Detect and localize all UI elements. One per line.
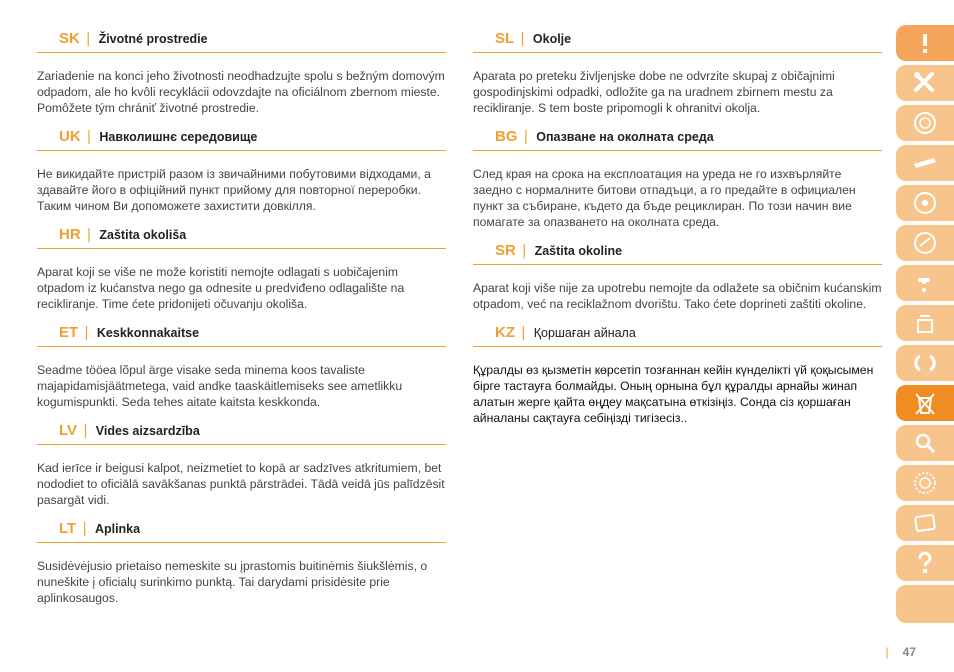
tab-environment[interactable] [896,385,954,421]
section-body: Seadme tööea lõpul ärge visake seda minema koos tavaliste majapidamisjäätmetega, vaid andke taaskäitlemiseks see ametlikku kogumispunkti. Seda tehes aitate kaitsta keskkonda. [37,363,403,409]
divider: | [521,243,527,259]
section-header [37,30,446,53]
section-body: Aparata po preteku življenjske dobe ne odvrzite skupaj z običajnimi gospodinjskimi odpadki, odložite ga na uradnem zbirnem mestu za recikliranje. S tem boste pripomogli k ohranitvi okolja. [473,69,835,115]
tab-sole-plate[interactable] [896,145,954,181]
section-body: След края на срока на експлоатация на уреда не го изхвърляйте заедно с нормалните битови отпадъци, а го предайте в официален пункт за събиране, където да бъде рециклиран. По този начин вие помагате за опазването на околната среда. [473,167,856,229]
language-code: SL [495,30,515,47]
warning-icon [912,30,938,56]
environment-bin-icon [912,390,938,416]
section-header [37,128,446,151]
tab-steam-plate[interactable] [896,185,954,221]
section-body: Susidėvėjusio prietaiso nemeskite su įprastomis buitinėmis šiukšlėmis, o nuneškite į oficialų surinkimo punktą. Tai darydami prisidėsite prie aplinkosaugos. [37,559,428,605]
section-body: Не викидайте пристрій разом із звичайними побутовими відходами, а здавайте його в офіційний пункт прийому для повторної переробки. Таким чином Ви допоможете захистити довкілля. [37,167,431,213]
tab-warning[interactable] [896,25,954,61]
section-header [37,324,446,347]
section-title: Навколишнє середовище [99,130,258,144]
divider: | [521,325,526,341]
divider: | [84,325,89,341]
search-icon [912,430,938,456]
footer-divider: | [885,645,889,659]
section-header [473,128,882,151]
question-icon [912,550,938,576]
language-code: ET [59,324,79,341]
tab-tap-water[interactable] [896,265,954,301]
divider: | [83,423,88,439]
tab-cleaning[interactable] [896,225,954,261]
tab-descaling[interactable] [896,305,954,341]
section-title: Zaštita okoliša [99,228,187,242]
section-header [37,422,446,445]
tab-search[interactable] [896,425,954,461]
tab-question[interactable] [896,545,954,581]
section-body: Zariadenie na konci jeho životnosti neodhadzujte spolu s bežným domovým odpadom, ale ho kvôli recyklácii odovzdajte na oficiálnom zbernom mieste. Pomôžete tým chrániť životné prostredie. [37,69,445,115]
tap-water-icon [912,270,938,296]
language-code: HR [59,226,81,243]
steam-plate-icon [912,190,938,216]
section-header [37,520,446,543]
page-number: 47 [902,645,916,659]
language-code: LV [59,422,78,439]
section-title: Keskkonnakaitse [96,326,200,340]
heating-plate-icon [912,110,938,136]
section-title: Okolje [532,32,572,46]
section-header [37,226,446,249]
tab-blank [896,585,954,623]
section-title: Aplinka [94,522,141,536]
recycle-arrows-icon [912,350,938,376]
right-column [473,30,882,438]
cleaning-icon [912,230,938,256]
section-header [473,30,882,53]
sidebar-tabs [896,25,954,627]
sole-plate-icon [912,150,938,176]
tab-heating-plate[interactable] [896,105,954,141]
tab-tools[interactable] [896,65,954,101]
tab-guarantee[interactable] [896,465,954,501]
divider: | [85,31,91,47]
divider: | [523,129,529,145]
left-column [37,30,446,618]
section-header [473,242,882,265]
page-footer [886,645,916,659]
tools-icon [912,70,938,96]
language-code: KZ [495,324,515,341]
section-title: Zaštita okoline [534,244,623,258]
divider: | [520,31,525,47]
section-title: Životné prostredie [98,32,208,46]
section-title: Қоршаған айнала [533,326,636,340]
section-header [473,324,882,347]
divider: | [86,227,92,243]
descaling-icon [912,310,938,336]
language-code: LT [59,520,77,537]
section-title: Опазване на околната среда [536,130,714,144]
guarantee-card-icon [912,510,938,536]
tab-guarantee-card[interactable] [896,505,954,541]
language-code: SK [59,30,80,47]
tab-recycle[interactable] [896,345,954,381]
section-title: Vides aizsardzība [95,424,200,438]
language-code: UK [59,128,81,145]
language-code: SR [495,242,516,259]
guarantee-icon [912,470,938,496]
divider: | [82,521,87,537]
section-body: Құралды өз қызметін көрсетіп тозғаннан кейін күнделікті үй қоқысымен бірге тастауға болмайды. Оның орнына бұл құралды арнайы жинап алатын жерге қайта өңдеу мақсатына өткізіңіз. Сонда сіз қоршаған айналаны сақтауға себіңізді тигізесіз.. [473,363,874,425]
divider: | [86,129,92,145]
section-body: Kad ierīce ir beigusi kalpot, neizmetiet to kopā ar sadzīves atkritumiem, bet nododiet to oficiālā savākšanas punktā pārstrādei. Tādā veidā jūs palīdzēsit pasargāt vidi. [37,461,445,507]
language-code: BG [495,128,518,145]
section-body: Aparat koji više nije za upotrebu nemojte da odlažete sa običnim kućanskim otpadom, već na reciklažnom dvorištu. Tako ćete doprineti zaštiti okoline. [473,281,882,311]
section-body: Aparat koji se više ne može koristiti nemojte odlagati s uobičajenim otpadom iz kućanstva nego ga odnesite u predviđeno odlagalište na recikliranje. Time ćete pridonijeti očuvanju okoliša. [37,265,405,311]
